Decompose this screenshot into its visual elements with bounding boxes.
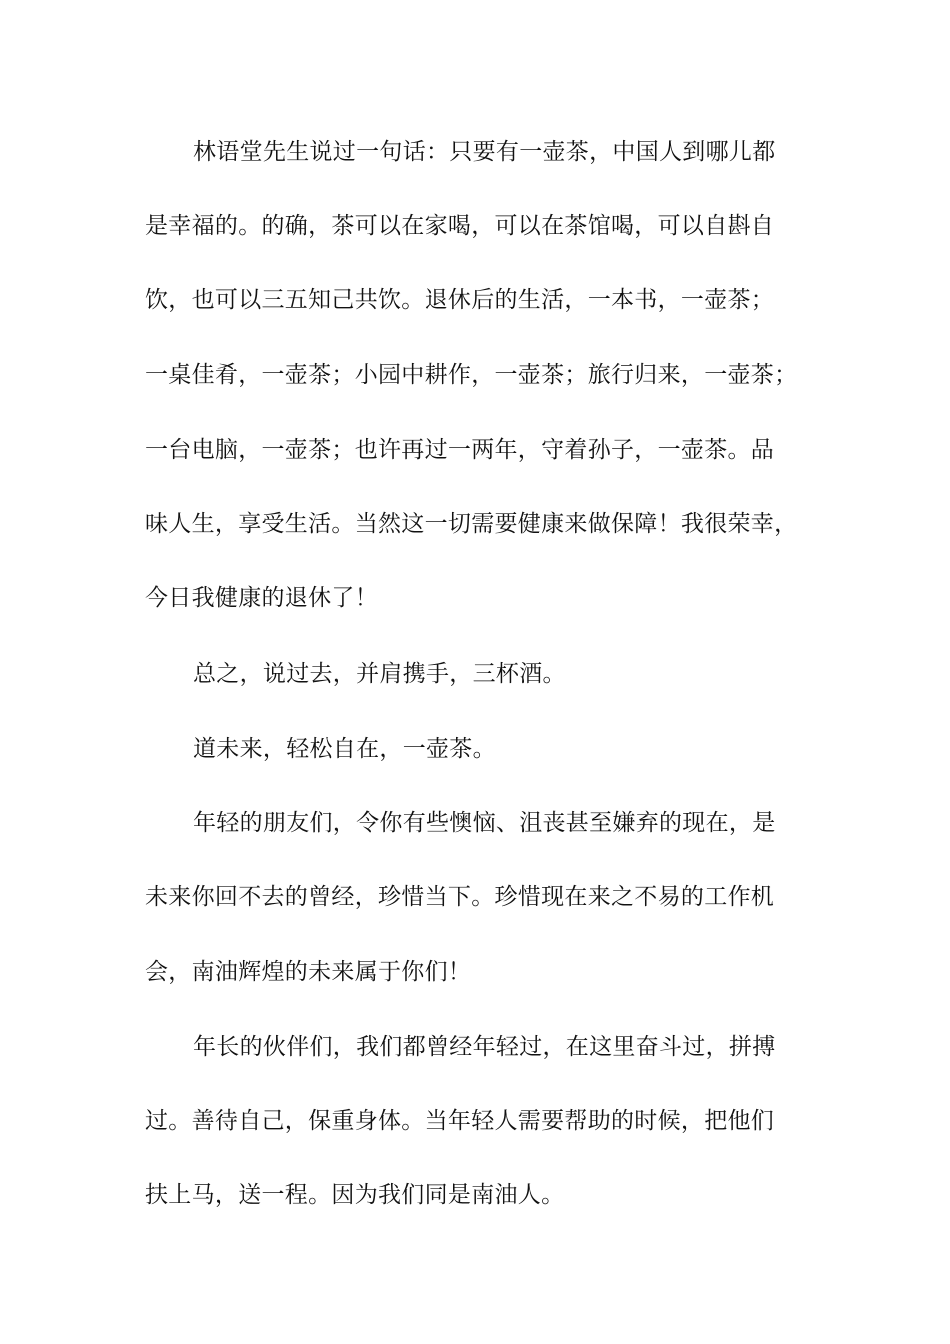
- paragraph-1-line-3: 饮，也可以三五知己共饮。退休后的生活，一本书，一壶茶；: [145, 287, 775, 313]
- paragraph-1-line-7: 今日我健康的退休了！: [145, 585, 378, 611]
- paragraph-5-line-3: 扶上马，送一程。因为我们同是南油人。: [145, 1182, 565, 1208]
- paragraph-1-line-5: 一台电脑，一壶茶；也许再过一两年，守着孙子，一壶茶。品: [145, 437, 775, 463]
- paragraph-3-line-1: 道未来，轻松自在，一壶茶。: [193, 736, 496, 762]
- paragraph-2-line-1: 总之，说过去，并肩携手，三杯酒。: [193, 661, 566, 687]
- paragraph-4-line-1: 年轻的朋友们，令你有些懊恼、沮丧甚至嫌弃的现在，是: [193, 810, 776, 836]
- paragraph-4-line-3: 会，南油辉煌的未来属于你们！: [145, 959, 472, 985]
- paragraph-1-line-6: 味人生，享受生活。当然这一切需要健康来做保障！我很荣幸，: [145, 511, 798, 537]
- paragraph-5-line-1: 年长的伙伴们，我们都曾经年轻过，在这里奋斗过，拼搏: [193, 1034, 776, 1060]
- paragraph-1-line-1: 林语堂先生说过一句话：只要有一壶茶，中国人到哪儿都: [193, 139, 776, 165]
- paragraph-1-line-4: 一桌佳肴，一壶茶；小园中耕作，一壶茶；旅行归来，一壶茶；: [145, 362, 798, 388]
- paragraph-5-line-2: 过。善待自己，保重身体。当年轻人需要帮助的时候，把他们: [145, 1108, 775, 1134]
- paragraph-1-line-2: 是幸福的。的确，茶可以在家喝，可以在茶馆喝，可以自斟自: [145, 213, 775, 239]
- paragraph-4-line-2: 未来你回不去的曾经，珍惜当下。珍惜现在来之不易的工作机: [145, 884, 775, 910]
